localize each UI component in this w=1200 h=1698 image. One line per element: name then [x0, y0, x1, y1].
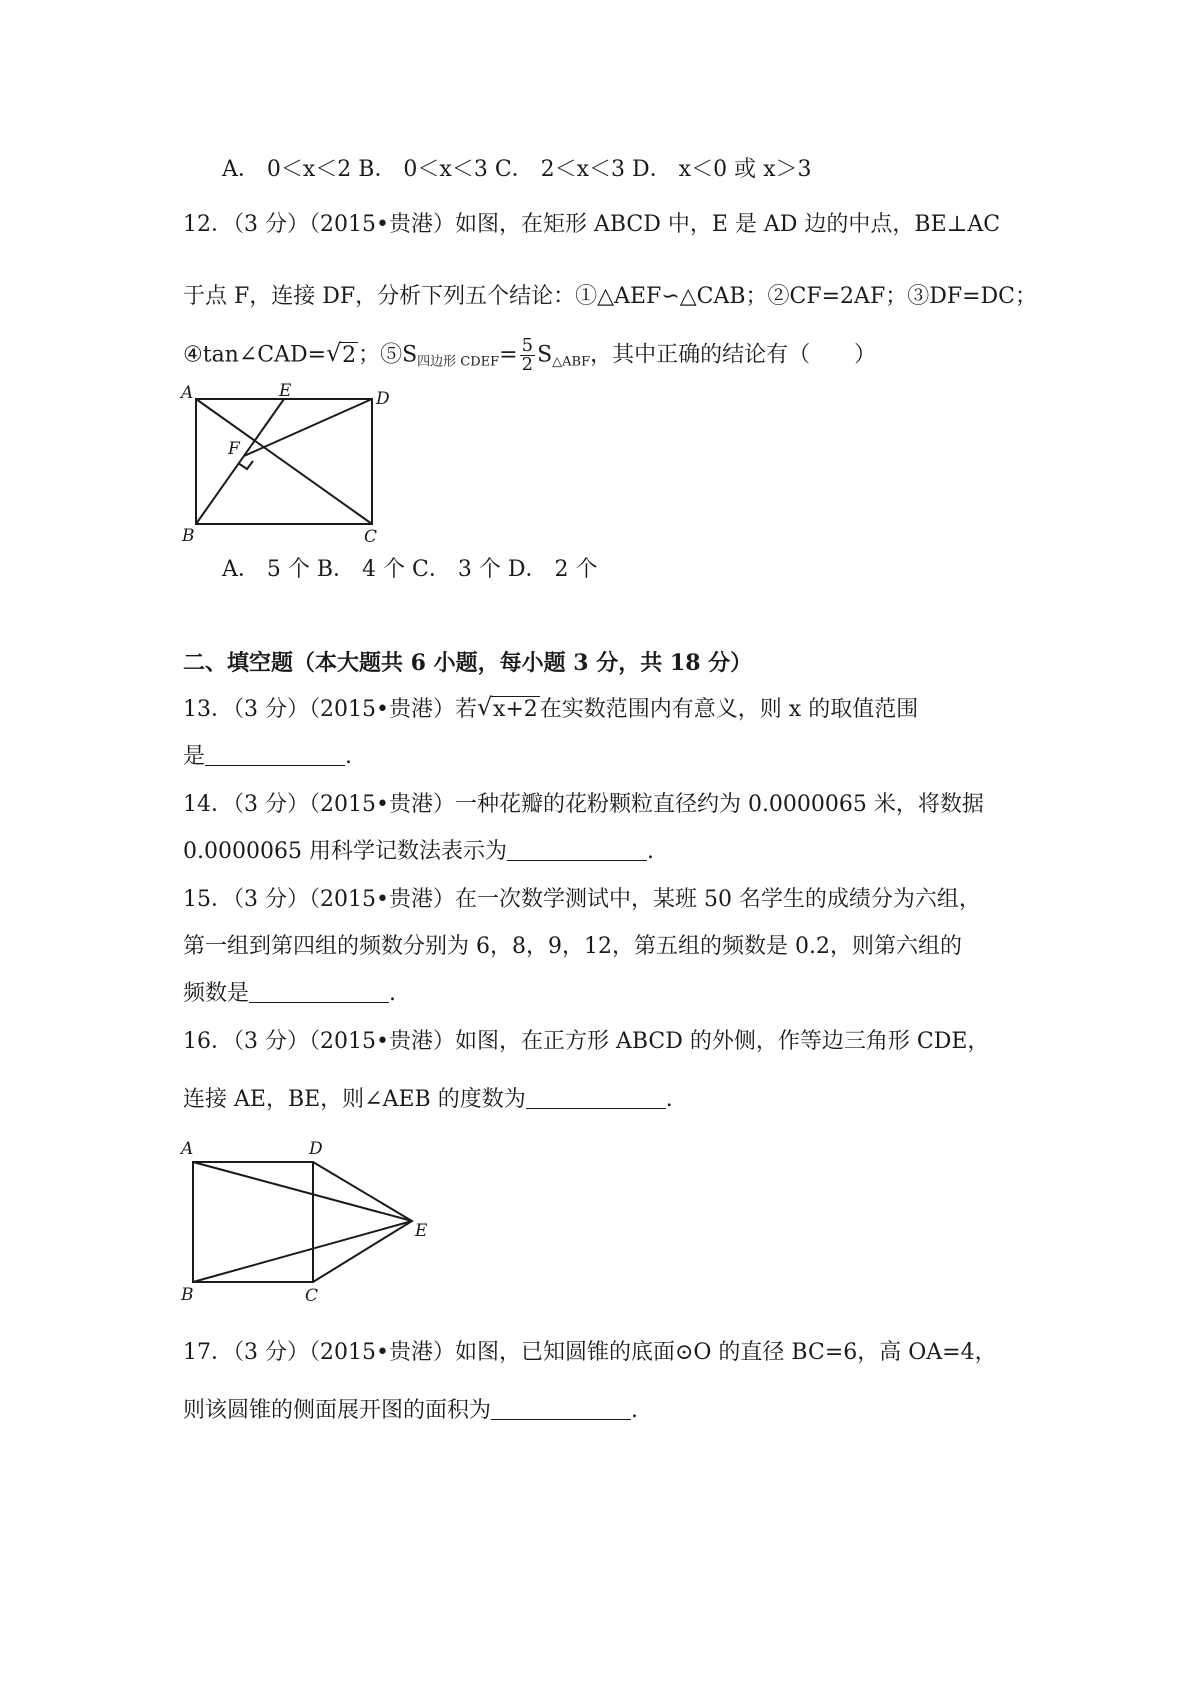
q12-subscript-quad: 四边形 CDEF — [417, 354, 500, 370]
fraction-five-halves — [520, 337, 535, 374]
q14-line1: 14．（3 分）（2015•贵港）一种花瓣的花粉颗粒直径约为 0.0000065 米，将数据 — [183, 792, 984, 817]
sqrt-x-plus-2 — [477, 695, 540, 725]
label-b: B — [182, 526, 195, 542]
q15-line3-suffix: . — [389, 981, 397, 1006]
label-d: D — [376, 389, 390, 409]
q17-line2-prefix: 则该圆锥的侧面展开图的面积为 — [183, 1398, 492, 1423]
q13-line2-suffix: . — [345, 744, 353, 769]
label-e: E — [415, 1221, 428, 1241]
q11-options: A． 0＜x＜2 B． 0＜x＜3 C． 2＜x＜3 D． x＜0 或 x＞3 — [222, 157, 812, 182]
label-a: A — [181, 1139, 194, 1159]
q16-line2-suffix: . — [665, 1087, 673, 1112]
label-c: C — [305, 1286, 319, 1302]
answer-blank-q13[interactable] — [205, 743, 345, 766]
q13-prefix: 13．（3 分）（2015•贵港）若 — [183, 697, 477, 722]
q16-line2-prefix: 连接 AE，BE，则∠AEB 的度数为 — [183, 1087, 526, 1112]
radical-sign-icon: √ — [476, 693, 493, 721]
segment-be — [196, 399, 284, 524]
q13-line1 — [183, 695, 918, 725]
q12-options: A． 5 个 B． 4 个 C． 3 个 D． 2 个 — [222, 557, 598, 582]
q16-line2 — [183, 1085, 673, 1115]
q12-equals: = — [499, 342, 518, 368]
sqrt-two — [326, 338, 358, 371]
q15-line3-prefix: 频数是 — [183, 981, 250, 1006]
answer-blank-q17[interactable] — [491, 1397, 631, 1420]
answer-blank-q16[interactable] — [526, 1086, 666, 1109]
q12-ending: ，其中正确的结论有（ ） — [590, 342, 877, 368]
q17-line1: 17．（3 分）（2015•贵港）如图，已知圆锥的底面⊙O 的直径 BC=6，高 OA=4， — [183, 1340, 997, 1365]
q17-line2-suffix: . — [631, 1398, 639, 1423]
q16-square-figure — [178, 1132, 438, 1302]
triangle-cde — [313, 1162, 412, 1282]
segment-be — [193, 1221, 412, 1282]
answer-blank-q14[interactable] — [507, 838, 647, 861]
radical-sign-icon: √ — [326, 338, 342, 367]
label-f: F — [228, 439, 240, 459]
q14-line2-suffix: . — [646, 839, 654, 864]
q14-line2 — [183, 837, 654, 867]
q12-line3 — [183, 337, 876, 378]
q12-s2-text: S — [537, 342, 553, 368]
q12-subscript-abf: △ABF — [552, 354, 591, 370]
q17-line2 — [183, 1396, 638, 1426]
q12-tan-text: ④tan∠CAD= — [183, 342, 327, 368]
label-e: E — [279, 382, 292, 401]
q14-line2-prefix: 0.0000065 用科学记数法表示为 — [183, 839, 507, 864]
label-a: A — [181, 383, 194, 403]
q15-line1: 15．（3 分）（2015•贵港）在一次数学测试中，某班 50 名学生的成绩分为六组， — [183, 887, 981, 912]
q13-line2-prefix: 是 — [183, 744, 206, 769]
q15-line2: 第一组到第四组的频数分别为 6，8，9，12，第五组的频数是 0.2，则第六组的 — [183, 934, 962, 959]
sqrt-argument: x+2 — [492, 697, 538, 722]
segment-ae — [193, 1162, 412, 1221]
q12-rectangle-figure — [178, 382, 408, 542]
q13-suffix: 在实数范围内有意义，则 x 的取值范围 — [539, 697, 919, 722]
label-b: B — [181, 1285, 194, 1302]
fraction-denominator: 2 — [521, 354, 534, 375]
q12-line2: 于点 F，连接 DF，分析下列五个结论：①△AEF∽△CAB；②CF=2AF；③DF=DC； — [183, 284, 1038, 309]
diagonal-ac — [196, 399, 372, 524]
section-heading: 二、填空题（本大题共 6 小题，每小题 3 分，共 18 分） — [183, 650, 753, 676]
q12-s-text: ；⑤S — [358, 342, 418, 368]
answer-blank-q15[interactable] — [249, 980, 389, 1003]
q16-line1: 16．（3 分）（2015•贵港）如图，在正方形 ABCD 的外侧，作等边三角形 CDE， — [183, 1029, 990, 1054]
q12-line1: 12．（3 分）（2015•贵港）如图，在矩形 ABCD 中，E 是 AD 边的中点，BE⊥AC — [183, 212, 1001, 237]
label-d: D — [309, 1139, 323, 1159]
q13-line2 — [183, 742, 352, 772]
label-c: C — [364, 527, 378, 542]
square-abcd — [193, 1162, 313, 1282]
q15-line3 — [183, 979, 396, 1009]
fraction-numerator: 5 — [521, 335, 534, 356]
sqrt-argument: 2 — [342, 342, 357, 368]
